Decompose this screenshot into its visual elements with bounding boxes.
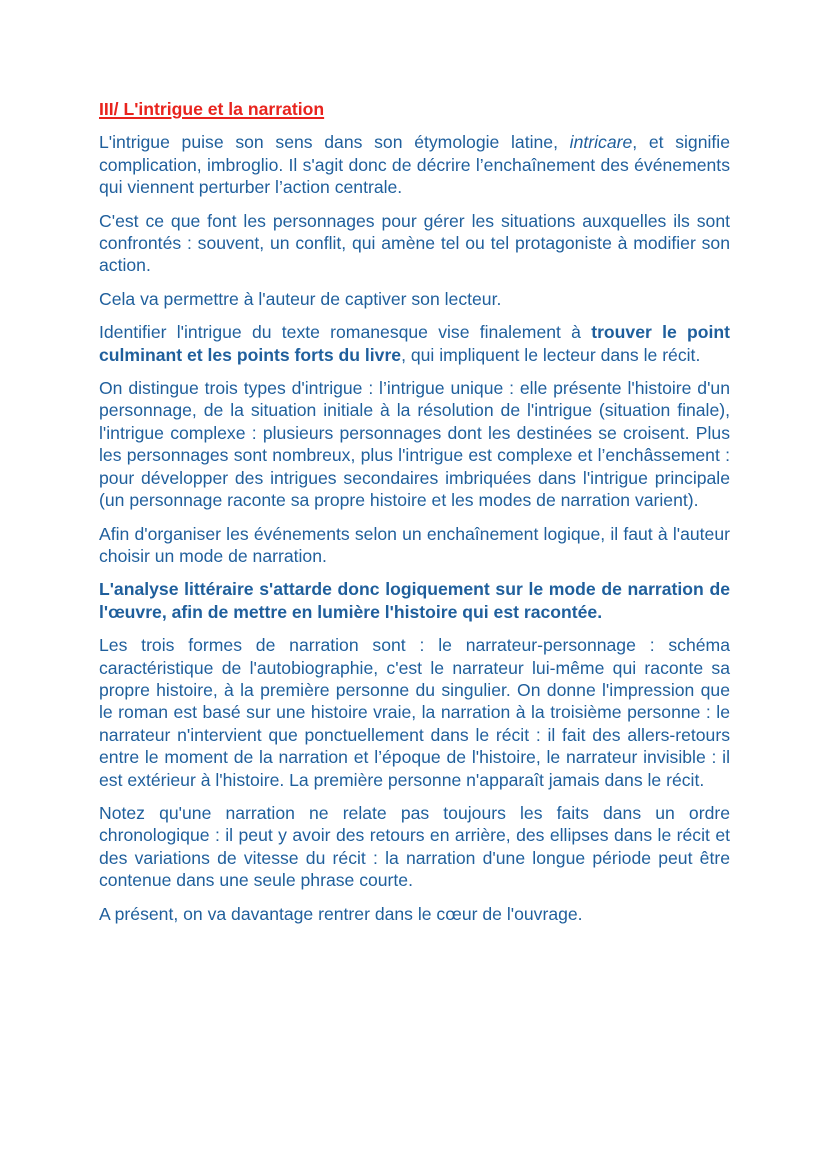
paragraph-ordre-chronologique: Notez qu'une narration ne relate pas toujours les faits dans un ordre chronologique : il peut y avoir des retours en arrière, des ellipses dans le récit et des variations de vitesse du récit : la narration d'une longue période peut être contenue dans une seule phrase courte. (99, 802, 730, 891)
bold-emphasis: trouver le point culminant et les points forts du livre (99, 322, 730, 365)
section-heading: III/ L'intrigue et la narration (99, 99, 325, 119)
paragraph-formes-narration: Les trois formes de narration sont : le narrateur-personnage : schéma caractéristique de l'autobiographie, c'est le narrateur lui-même qui raconte sa propre histoire, à la première personne du singulier. On donne l'impression que le roman est basé sur une histoire vraie, la narration à la troisième personne : le narrateur n'intervient que ponctuellement dans le récit : il fait des allers-retours entre le moment de la narration et l’époque de l'histoire, le narrateur invisible : il est extérieur à l'histoire. La première personne n'apparaît jamais dans le récit. (99, 635, 730, 790)
paragraph-text: , qui impliquent le lecteur dans le récit. (401, 344, 701, 365)
document-content (99, 98, 730, 936)
paragraph-intrigue-definition (99, 131, 730, 198)
paragraph-conclusion: A présent, on va davantage rentrer dans le cœur de l'ouvrage. (99, 903, 583, 924)
paragraph-captiver: Cela va permettre à l'auteur de captiver son lecteur. (99, 288, 502, 309)
paragraph-text: , et signifie complication, imbroglio. Il s'agit donc de décrire l’enchaînement des événements qui viennent perturber l’action centrale. (99, 132, 730, 198)
italic-term: intricare (569, 132, 633, 153)
paragraph-identifier (99, 321, 730, 366)
paragraph-text: L'intrigue puise son sens dans son étymologie latine, (99, 132, 570, 153)
paragraph-analyse-bold: L'analyse littéraire s'attarde donc logiquement sur le mode de narration de l'œuvre, afin de mettre en lumière l'histoire qui est racontée. (99, 579, 730, 622)
paragraph-types-intrigue: On distingue trois types d'intrigue : l’intrigue unique : elle présente l'histoire d'un personnage, de la situation initiale à la résolution de l'intrigue (situation finale), l'intrigue complexe : plusieurs personnages dont les destinées se croisent. Plus les personnages sont nombreux, plus l'intrigue est complexe et l’enchâssement : pour développer des intrigues secondaires imbriquées dans l'intrigue principale (un personnage raconte sa propre histoire et les modes de narration varient). (99, 378, 730, 511)
paragraph-organiser: Afin d'organiser les événements selon un enchaînement logique, il faut à l'auteur choisir un mode de narration. (99, 523, 730, 566)
paragraph-personnages: C'est ce que font les personnages pour gérer les situations auxquelles ils sont confrontés : souvent, un conflit, qui amène tel ou tel protagoniste à modifier son action. (99, 210, 730, 276)
paragraph-text: Identifier l'intrigue du texte romanesque vise finalement à (99, 322, 592, 343)
